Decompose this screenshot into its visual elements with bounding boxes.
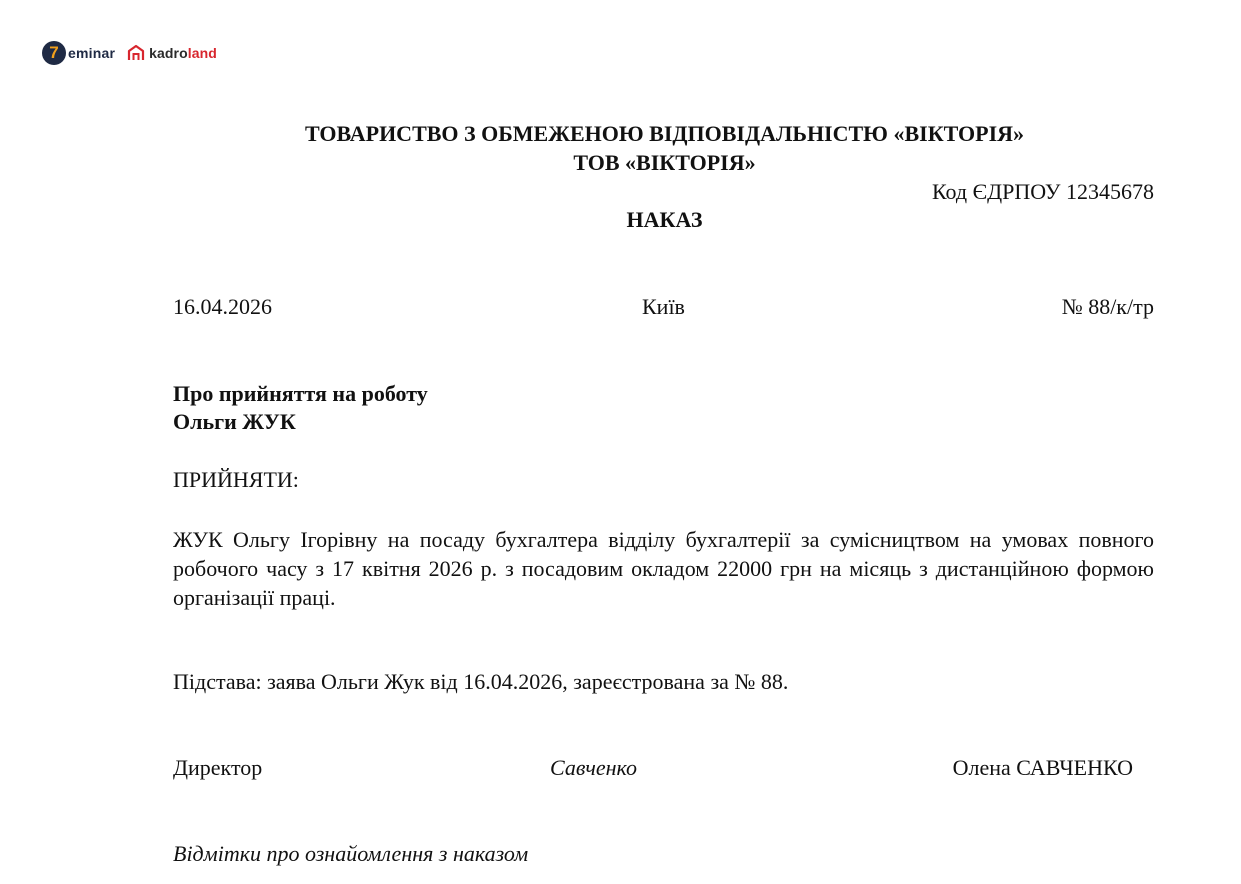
signer-name: Олена САВЧЕНКО	[952, 755, 1133, 780]
edrpou-code: Код ЄДРПОУ 12345678	[931, 179, 1154, 204]
order-meta-row	[173, 294, 1154, 324]
order-subject	[173, 380, 428, 436]
signature-row	[173, 755, 1133, 785]
handwritten-signature: Савченко	[550, 755, 638, 780]
kadroland-logo-text	[149, 45, 217, 61]
seminar-logo	[42, 41, 115, 65]
organization-full-name: ТОВАРИСТВО З ОБМЕЖЕНОЮ ВІДПОВІДАЛЬНІСТЮ «ВІКТОРІЯ»	[304, 121, 1025, 146]
kadroland-logo	[127, 44, 217, 62]
seminar-logo-text: eminar	[68, 45, 116, 61]
order-subject-line-2: Ольги ЖУК	[173, 409, 296, 434]
order-verb: ПРИЙНЯТИ:	[173, 467, 299, 492]
signer-position: Директор	[173, 755, 263, 780]
order-basis: Підстава: заява Ольги Жук від 16.04.2026, зареєстрована за № 88.	[173, 669, 789, 694]
kadroland-logo-text-red: land	[187, 45, 217, 61]
order-city: Київ	[642, 294, 685, 319]
acknowledgement-note: Відмітки про ознайомлення з наказом	[173, 841, 529, 866]
seminar-logo-badge: 7	[42, 41, 66, 65]
organization-short-name: ТОВ «ВІКТОРІЯ»	[573, 150, 756, 175]
kadroland-logo-text-dark: kadro	[149, 45, 188, 61]
order-date: 16.04.2026	[173, 294, 272, 319]
order-subject-line-1: Про прийняття на роботу	[173, 381, 428, 406]
order-number: № 88/к/тр	[1061, 294, 1154, 319]
document-type: НАКАЗ	[626, 207, 703, 232]
order-body-text: ЖУК Ольгу Ігорівну на посаду бухгалтера відділу бухгалтерії за сумісництвом на умовах повного робочого часу з 17 квітня 2026 р. з посадовим окладом 22000 грн на місяць з дистанційною формою організації праці.	[173, 527, 1154, 610]
kadroland-house-icon	[127, 44, 145, 62]
header-logos	[42, 40, 217, 66]
